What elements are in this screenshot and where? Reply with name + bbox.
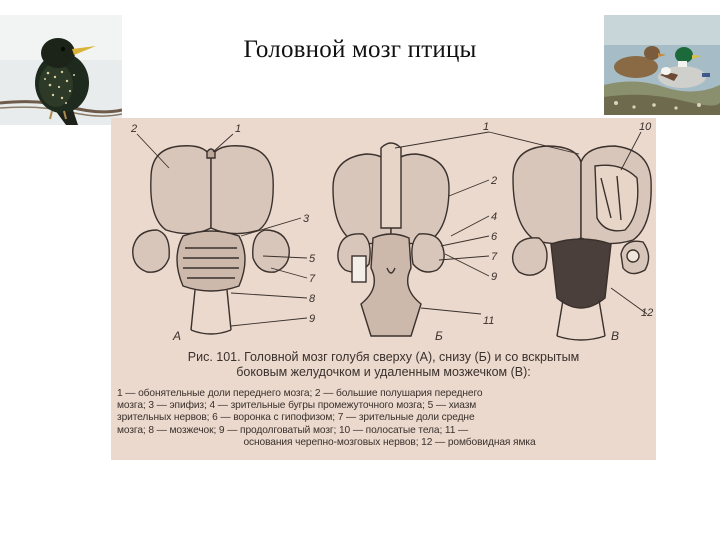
label-a-1: 1 xyxy=(235,123,242,135)
starling-photo xyxy=(0,15,122,125)
caption-line: основания черепно-мозговых нервов; 12 — ромбовидная ямка xyxy=(243,436,536,448)
label-c-7: 7 xyxy=(491,251,498,263)
caption-line: зрительных нервов; 6 — воронка с гипофизом; 7 — зрительные доли средне xyxy=(117,412,475,424)
label-c-4: 4 xyxy=(491,211,498,223)
label-a-2: 2 xyxy=(131,123,138,135)
label-a-9: 9 xyxy=(309,313,316,325)
caption-title-line-2: боковым желудочком и удаленным мозжечком (В): xyxy=(236,365,531,379)
label-c-6: 6 xyxy=(491,231,498,243)
brain-view-c xyxy=(513,146,652,340)
figure-caption-legend xyxy=(111,388,662,449)
brain-view-a xyxy=(133,146,289,334)
brain-figure xyxy=(111,118,656,460)
label-c-10: 10 xyxy=(639,121,652,133)
label-b-11: 11 xyxy=(483,315,495,327)
label-c-1: 1 xyxy=(483,121,490,133)
label-b-letter: Б xyxy=(435,329,443,343)
slide-title: Головной мозг птицы xyxy=(243,36,477,63)
caption-title-line-1: Рис. 101. Головной мозг голубя сверху (А), снизу (Б) и со вскрытым xyxy=(187,350,580,364)
label-c-12: 12 xyxy=(641,307,654,319)
label-c-9: 9 xyxy=(491,271,498,283)
caption-line: мозга; 3 — эпифиз; 4 — зрительные бугры промежуточного мозга; 5 — хиазм xyxy=(117,400,477,412)
label-c-letter: В xyxy=(611,329,620,343)
label-a-5: 5 xyxy=(309,253,316,265)
label-a-8: 8 xyxy=(309,293,316,305)
ducks-illustration xyxy=(604,15,720,115)
caption-line: 1 — обонятельные доли переднего мозга; 2 — большие полушария переднего xyxy=(117,388,483,399)
figure-caption-title xyxy=(111,350,656,380)
label-c-2: 2 xyxy=(491,175,498,187)
pigeon-brain-drawings xyxy=(111,118,656,348)
label-a-letter: А xyxy=(173,329,182,343)
label-a-3: 3 xyxy=(303,213,310,225)
caption-line: мозга; 8 — мозжечок; 9 — продолговатый мозг; 10 — полосатые тела; 11 — xyxy=(117,424,469,436)
starling-illustration xyxy=(0,15,122,125)
label-a-7: 7 xyxy=(309,273,316,285)
ducks-photo xyxy=(604,15,720,115)
brain-view-b xyxy=(333,143,449,336)
